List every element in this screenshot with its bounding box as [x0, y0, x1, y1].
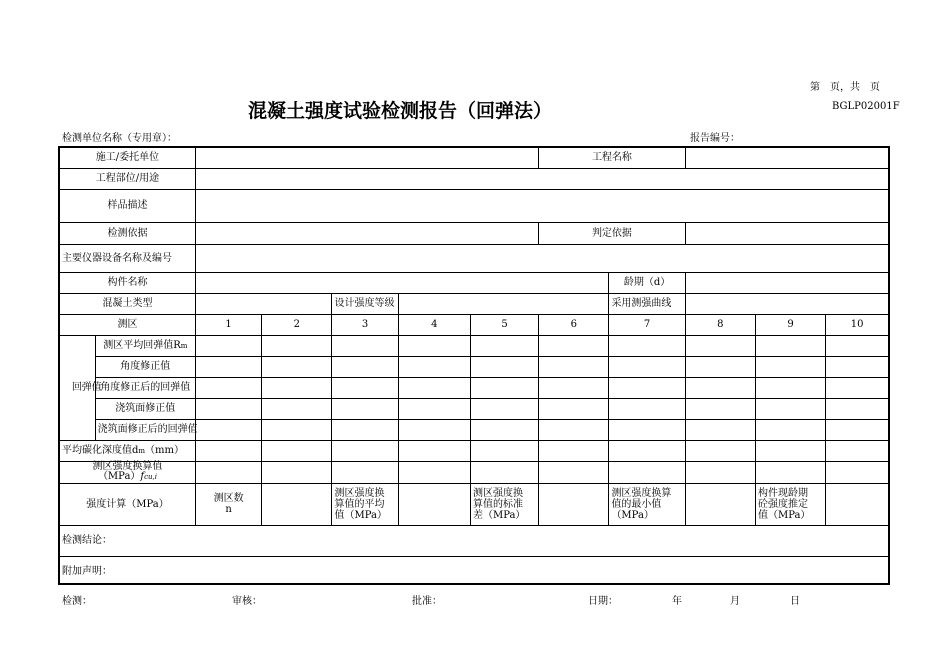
member-name-row [59, 272, 889, 293]
stddev-value[interactable] [539, 483, 609, 525]
age-label: 龄期（d） [609, 272, 685, 293]
sample-desc-value[interactable] [195, 189, 889, 222]
day-label: 日 [790, 596, 800, 607]
data-cell[interactable] [826, 419, 889, 440]
data-cell[interactable] [195, 356, 261, 377]
concrete-type-label: 混凝土类型 [59, 293, 195, 314]
sample-desc-label: 样品描述 [59, 189, 195, 222]
strength-calc-label: 强度计算（MPa） [59, 483, 195, 525]
data-cell[interactable] [755, 377, 825, 398]
carbonation-label: 平均碳化深度值dm（mm） [59, 440, 195, 461]
data-cell[interactable] [470, 335, 538, 356]
data-cell[interactable] [826, 461, 889, 483]
data-cell[interactable] [539, 335, 609, 356]
data-cell[interactable] [685, 440, 755, 461]
data-cell[interactable] [685, 398, 755, 419]
data-cell[interactable] [685, 461, 755, 483]
sample-row [59, 189, 889, 222]
stddev-label: 测区强度换 算值的标准 差（MPa） [470, 483, 538, 525]
data-cell[interactable] [685, 419, 755, 440]
strength-conversion-label: 测区强度换算值 （MPa）fcu,i [59, 461, 195, 483]
data-cell[interactable] [609, 398, 685, 419]
data-cell[interactable] [539, 461, 609, 483]
zone-number: 8 [685, 314, 755, 335]
rebound-row [59, 356, 889, 377]
data-cell[interactable] [262, 335, 332, 356]
zone-number: 3 [332, 314, 398, 335]
concrete-type-value[interactable] [195, 293, 331, 314]
rebound-row-label: 浇筑面修正值 [95, 398, 195, 419]
data-cell[interactable] [262, 440, 332, 461]
rebound-row [59, 377, 889, 398]
report-title: 混凝土强度试验检测报告（回弹法） [248, 100, 553, 122]
zone-number: 6 [539, 314, 609, 335]
data-cell[interactable] [262, 356, 332, 377]
data-cell[interactable] [539, 440, 609, 461]
project-name-label: 工程名称 [539, 147, 686, 168]
zone-number: 1 [195, 314, 261, 335]
data-cell[interactable] [609, 377, 685, 398]
conclusion-label: 检测结论： [62, 535, 112, 546]
zone-count-label: 测区数 n [195, 483, 261, 525]
mean-label: 测区强度换 算值的平均 值（MPa） [332, 483, 398, 525]
data-cell[interactable] [398, 461, 470, 483]
rebound-row-label: 角度修正后的回弹值 [95, 377, 195, 398]
rebound-row [59, 419, 889, 440]
data-cell[interactable] [262, 419, 332, 440]
test-basis-value[interactable] [195, 222, 538, 244]
data-cell[interactable] [398, 356, 470, 377]
date-label: 日期： [588, 596, 618, 607]
page-counter: 第 页，共 页 [810, 82, 880, 93]
member-name-value[interactable] [195, 272, 608, 293]
data-cell[interactable] [470, 461, 538, 483]
estimate-value[interactable] [826, 483, 889, 525]
strength-conversion-row [59, 461, 889, 483]
data-cell[interactable] [332, 335, 398, 356]
zone-number: 4 [398, 314, 470, 335]
data-cell[interactable] [755, 440, 825, 461]
location-value[interactable] [195, 168, 889, 189]
mean-value[interactable] [398, 483, 470, 525]
design-grade-value[interactable] [398, 293, 609, 314]
data-cell[interactable] [755, 398, 825, 419]
data-cell[interactable] [609, 419, 685, 440]
equipment-row [59, 244, 889, 272]
client-label: 施工/委托单位 [59, 147, 195, 168]
design-grade-label: 设计强度等级 [332, 293, 398, 314]
testing-unit-label: 检测单位名称（专用章）： [62, 133, 177, 144]
rebound-group-label: 回弹值 [59, 335, 95, 440]
data-cell[interactable] [398, 335, 470, 356]
data-cell[interactable] [826, 335, 889, 356]
strength-calc-row [59, 483, 889, 525]
data-cell[interactable] [470, 419, 538, 440]
data-cell[interactable] [262, 377, 332, 398]
data-cell[interactable] [398, 398, 470, 419]
data-cell[interactable] [195, 335, 261, 356]
data-cell[interactable] [685, 335, 755, 356]
data-cell[interactable] [195, 377, 261, 398]
note-row [59, 556, 889, 584]
data-cell[interactable] [609, 356, 685, 377]
data-cell[interactable] [398, 440, 470, 461]
data-cell[interactable] [609, 335, 685, 356]
data-cell[interactable] [332, 356, 398, 377]
min-value[interactable] [685, 483, 755, 525]
data-cell[interactable] [195, 398, 261, 419]
project-name-value[interactable] [685, 147, 889, 168]
equipment-value[interactable] [195, 244, 889, 272]
note-field[interactable] [59, 556, 889, 584]
data-cell[interactable] [685, 377, 755, 398]
month-label: 月 [730, 596, 740, 607]
data-cell[interactable] [332, 398, 398, 419]
approver-label: 批准： [412, 596, 442, 607]
curve-value[interactable] [685, 293, 889, 314]
zone-label: 测区 [59, 314, 195, 335]
location-label: 工程部位/用途 [59, 168, 195, 189]
data-cell[interactable] [398, 377, 470, 398]
judge-basis-value[interactable] [685, 222, 889, 244]
data-cell[interactable] [332, 461, 398, 483]
judge-basis-label: 判定依据 [539, 222, 686, 244]
client-row [59, 147, 889, 168]
data-cell[interactable] [826, 398, 889, 419]
data-cell[interactable] [539, 419, 609, 440]
data-cell[interactable] [470, 356, 538, 377]
data-cell[interactable] [755, 335, 825, 356]
conclusion-row [59, 525, 889, 556]
basis-row [59, 222, 889, 244]
data-cell[interactable] [398, 419, 470, 440]
location-row [59, 168, 889, 189]
year-label: 年 [672, 596, 682, 607]
data-cell[interactable] [755, 461, 825, 483]
data-cell[interactable] [470, 398, 538, 419]
data-cell[interactable] [826, 356, 889, 377]
estimate-label: 构件现龄期 砼强度推定 值（MPa） [755, 483, 825, 525]
client-value[interactable] [195, 147, 538, 168]
equipment-label: 主要仪器设备名称及编号 [59, 244, 195, 272]
data-cell[interactable] [685, 356, 755, 377]
data-cell[interactable] [826, 440, 889, 461]
zone-number: 9 [755, 314, 825, 335]
data-cell[interactable] [262, 461, 332, 483]
data-cell[interactable] [195, 419, 261, 440]
data-cell[interactable] [470, 440, 538, 461]
rebound-row-label: 浇筑面修正后的回弹值 [95, 419, 195, 440]
member-name-label: 构件名称 [59, 272, 195, 293]
rebound-row-label: 测区平均回弹值Rm [95, 335, 195, 356]
rebound-row-label: 角度修正值 [95, 356, 195, 377]
zone-number: 7 [609, 314, 685, 335]
data-cell[interactable] [755, 419, 825, 440]
zone-number: 2 [262, 314, 332, 335]
note-label: 附加声明： [62, 566, 112, 578]
min-label: 测区强度换算 值的最小值 （MPa） [609, 483, 685, 525]
zone-number: 10 [826, 314, 889, 335]
data-cell[interactable] [826, 377, 889, 398]
data-cell[interactable] [262, 398, 332, 419]
carbonation-row [59, 440, 889, 461]
data-cell[interactable] [195, 461, 261, 483]
curve-label: 采用测强曲线 [609, 293, 685, 314]
report-number-label: 报告编号： [690, 133, 740, 144]
data-cell[interactable] [332, 440, 398, 461]
data-cell[interactable] [332, 377, 398, 398]
tester-label: 检测： [62, 596, 92, 607]
concrete-type-row [59, 293, 889, 314]
data-cell[interactable] [195, 440, 261, 461]
age-value[interactable] [685, 272, 889, 293]
data-cell[interactable] [609, 461, 685, 483]
data-cell[interactable] [539, 398, 609, 419]
test-basis-label: 检测依据 [59, 222, 195, 244]
data-cell[interactable] [609, 440, 685, 461]
conclusion-field[interactable] [59, 525, 889, 556]
zone-number: 5 [470, 314, 538, 335]
zone-header-row [59, 314, 889, 335]
form-code: BGLP02001F [832, 101, 900, 112]
data-cell[interactable] [539, 377, 609, 398]
zone-count-value[interactable] [262, 483, 332, 525]
rebound-row [59, 398, 889, 419]
data-cell[interactable] [539, 356, 609, 377]
report-form-table [58, 146, 890, 585]
reviewer-label: 审核： [232, 596, 262, 607]
rebound-row [59, 335, 889, 356]
data-cell[interactable] [755, 356, 825, 377]
data-cell[interactable] [332, 419, 398, 440]
data-cell[interactable] [470, 377, 538, 398]
